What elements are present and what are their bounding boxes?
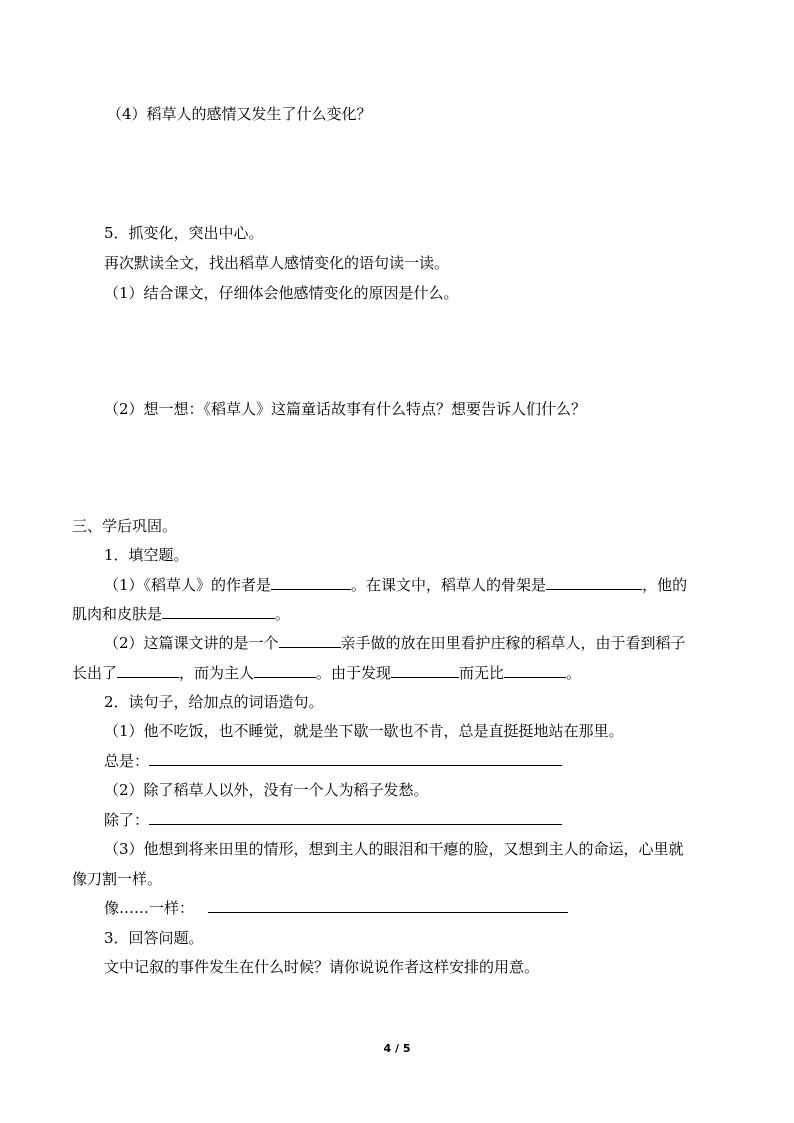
section-5-question-2: （2）想一想：《稻草人》这篇童话故事有什么特点？想要告诉人们什么？ (104, 400, 587, 418)
text: 而无比 (459, 664, 505, 682)
text: 长出了 (72, 664, 118, 682)
sentence-3-answer-line (104, 898, 568, 918)
answer-question: 文中记叙的事件发生在什么时候？请你说说作者这样安排的用意。 (104, 958, 540, 976)
answer-blank-xiang[interactable] (208, 898, 568, 913)
text: 肌肉和皮肤是 (72, 605, 163, 623)
answer-label: 总是： (104, 752, 150, 770)
sentence-1-answer-line (104, 751, 562, 771)
sentence-1: （1）他不吃饭，也不睡觉，就是坐下歇一歇也不肯，总是直挺挺地站在那里。 (104, 722, 624, 740)
text: 。 (275, 605, 291, 623)
blank-skeleton[interactable] (546, 575, 642, 590)
text: 亲手做的放在田里看护庄稼的稻草人，由于看到稻子 (340, 634, 686, 652)
section-3-heading: 三、学后巩固。 (72, 517, 178, 535)
fill-in-2-line-1 (104, 633, 686, 653)
text: （2）这篇课文讲的是一个 (104, 634, 279, 652)
sentence-3-line-1: （3）他想到将来田里的情形，想到主人的眼泪和干瘪的脸，又想到主人的命运，心里就 (104, 840, 684, 858)
text: ，他的 (642, 576, 688, 594)
sentence-2: （2）除了稻草人以外，没有一个人为稻子发愁。 (104, 781, 429, 799)
answer-label: 除了： (104, 811, 150, 829)
answer-title: 3．回答问题。 (104, 929, 204, 947)
blank-owner[interactable] (279, 633, 341, 648)
text: 。在课文中，稻草人的骨架是 (351, 576, 547, 594)
question-4: （4）稻草人的感情又发生了什么变化？ (107, 105, 372, 123)
blank-author[interactable] (271, 575, 351, 590)
section-5-question-1: （1）结合课文，仔细体会他感情变化的原因是什么。 (104, 284, 459, 302)
sentence-3-line-2: 像刀割一样。 (72, 870, 163, 888)
answer-blank-zongshi[interactable] (149, 751, 562, 766)
text: ，而为主人 (179, 664, 255, 682)
fill-in-title: 1．填空题。 (104, 546, 189, 564)
text: 。由于发现 (316, 664, 392, 682)
fill-in-2-line-2 (72, 663, 581, 683)
text: 。 (566, 664, 582, 682)
answer-blank-chule[interactable] (149, 810, 562, 825)
answer-label: 像……一样： (104, 899, 195, 917)
blank-for-owner[interactable] (254, 663, 316, 678)
page-number: 4 / 5 (383, 1042, 411, 1055)
fill-in-1-line-2 (72, 604, 290, 624)
section-5-intro: 再次默读全文，找出稻草人感情变化的语句读一读。 (104, 254, 450, 272)
blank-feeling[interactable] (504, 663, 566, 678)
sentence-title: 2．读句子，给加点的词语造句。 (104, 693, 324, 711)
blank-grew[interactable] (117, 663, 179, 678)
fill-in-1-line-1 (104, 575, 687, 595)
blank-skin[interactable] (162, 604, 275, 619)
sentence-2-answer-line (104, 810, 562, 830)
text: （1）《稻草人》的作者是 (104, 576, 272, 594)
blank-discovered[interactable] (391, 663, 459, 678)
section-5-heading: 5．抓变化，突出中心。 (104, 224, 264, 242)
